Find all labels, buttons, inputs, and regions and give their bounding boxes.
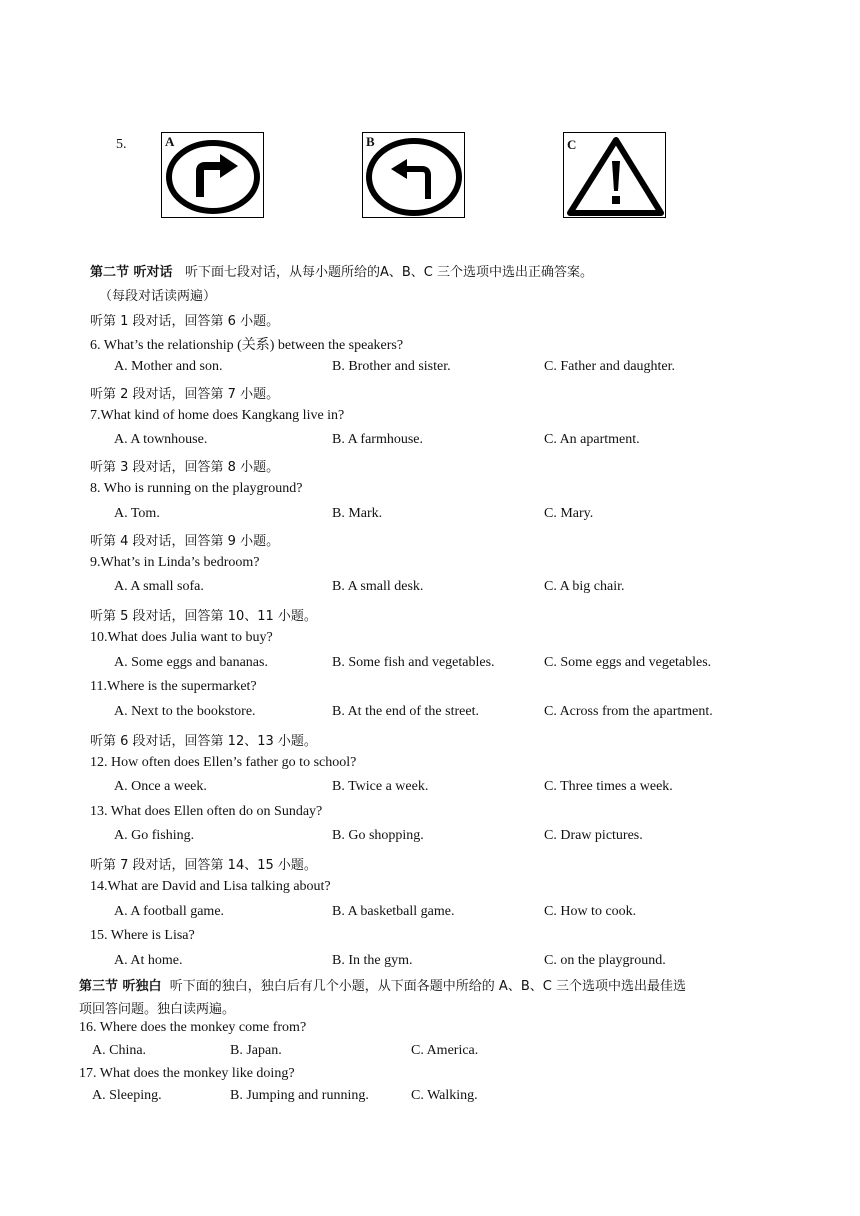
section-2-note: （每段对话读两遍）: [99, 289, 217, 304]
question-6: 6. What’s the relationship (关系) between the speakers?: [90, 338, 404, 353]
question-7: 7.What kind of home does Kangkang live in?: [90, 408, 345, 423]
option-c: C. Draw pictures.: [544, 828, 643, 843]
option-a: A. Once a week.: [114, 779, 207, 794]
option-a: A. Sleeping.: [92, 1088, 162, 1103]
section-2-instruction: 听下面七段对话，从每小题所给的A、B、C 三个选项中选出正确答案。: [184, 265, 593, 280]
option-b: B. A farmhouse.: [332, 432, 423, 447]
question-14: 14.What are David and Lisa talking about?: [90, 879, 331, 894]
dialogue-intro: 听第 6 段对话，回答第 12、13 小题。: [90, 734, 317, 749]
option-a: A. Next to the bookstore.: [114, 704, 256, 719]
option-b: B. Japan.: [230, 1043, 282, 1058]
section-3-title: 第三节 听独白: [79, 979, 162, 994]
turn-right-sign-icon: [162, 133, 263, 217]
question-8: 8. Who is running on the playground?: [90, 481, 303, 496]
dialogue-intro: 听第 5 段对话，回答第 10、11 小题。: [90, 609, 317, 624]
option-a: A. Tom.: [114, 506, 160, 521]
option-c: C. Three times a week.: [544, 779, 673, 794]
option-c: C. America.: [411, 1043, 479, 1058]
option-a: A. Some eggs and bananas.: [114, 655, 268, 670]
question-15: 15. Where is Lisa?: [90, 928, 195, 943]
option-c: C. Across from the apartment.: [544, 704, 713, 719]
section-3-header: [79, 975, 686, 994]
option-b: B. Brother and sister.: [332, 359, 451, 374]
dialogue-intro: 听第 2 段对话，回答第 7 小题。: [90, 387, 280, 402]
option-a: A. A townhouse.: [114, 432, 208, 447]
option-c: C. Walking.: [411, 1088, 478, 1103]
option-a: A. A small sofa.: [114, 579, 204, 594]
option-c: C. An apartment.: [544, 432, 640, 447]
option-b: B. Mark.: [332, 506, 383, 521]
option-c: C. Mary.: [544, 506, 594, 521]
option-b: B. A small desk.: [332, 579, 424, 594]
option-a-image: [161, 132, 264, 218]
option-b: B. Jumping and running.: [230, 1088, 369, 1103]
option-b: B. Twice a week.: [332, 779, 429, 794]
option-b: B. Go shopping.: [332, 828, 424, 843]
option-a: A. Go fishing.: [114, 828, 195, 843]
question-17: 17. What does the monkey like doing?: [79, 1066, 295, 1081]
option-c: C. Father and daughter.: [544, 359, 676, 374]
option-c: C. Some eggs and vegetables.: [544, 655, 712, 670]
option-a: A. A football game.: [114, 904, 225, 919]
option-label: B: [366, 134, 375, 149]
option-c: C. A big chair.: [544, 579, 625, 594]
option-b: B. In the gym.: [332, 953, 413, 968]
question-9: 9.What’s in Linda’s bedroom?: [90, 555, 260, 570]
option-b-image: [362, 132, 465, 218]
question-10: 10.What does Julia want to buy?: [90, 630, 273, 645]
section-2-title: 第二节 听对话: [90, 265, 173, 280]
section-3-instruction-cont: 项回答问题。独白读两遍。: [79, 1002, 236, 1017]
turn-left-sign-icon: [363, 133, 464, 217]
option-a: A. Mother and son.: [114, 359, 223, 374]
option-b: B. A basketball game.: [332, 904, 455, 919]
dialogue-intro: 听第 1 段对话，回答第 6 小题。: [90, 314, 280, 329]
option-a: A. China.: [92, 1043, 147, 1058]
option-label: A: [165, 134, 175, 149]
dialogue-intro: 听第 7 段对话，回答第 14、15 小题。: [90, 858, 317, 873]
option-label: C: [567, 137, 577, 152]
warning-sign-icon: [564, 133, 665, 217]
question-12: 12. How often does Ellen’s father go to school?: [90, 755, 357, 770]
question-number-5: 5.: [116, 137, 127, 152]
question-16: 16. Where does the monkey come from?: [79, 1020, 307, 1035]
dialogue-intro: 听第 4 段对话，回答第 9 小题。: [90, 534, 280, 549]
option-c: C. on the playground.: [544, 953, 666, 968]
option-a: A. At home.: [114, 953, 183, 968]
option-c: C. How to cook.: [544, 904, 637, 919]
question-13: 13. What does Ellen often do on Sunday?: [90, 804, 323, 819]
section-3-instruction: 听下面的独白，独白后有几个小题，从下面各题中所给的 A、B、C 三个选项中选出最佳选: [169, 979, 686, 994]
option-c-image: [563, 132, 666, 218]
option-b: B. At the end of the street.: [332, 704, 479, 719]
question-11: 11.Where is the supermarket?: [90, 679, 257, 694]
option-b: B. Some fish and vegetables.: [332, 655, 495, 670]
section-2-header: [90, 261, 593, 280]
dialogue-intro: 听第 3 段对话，回答第 8 小题。: [90, 460, 280, 475]
